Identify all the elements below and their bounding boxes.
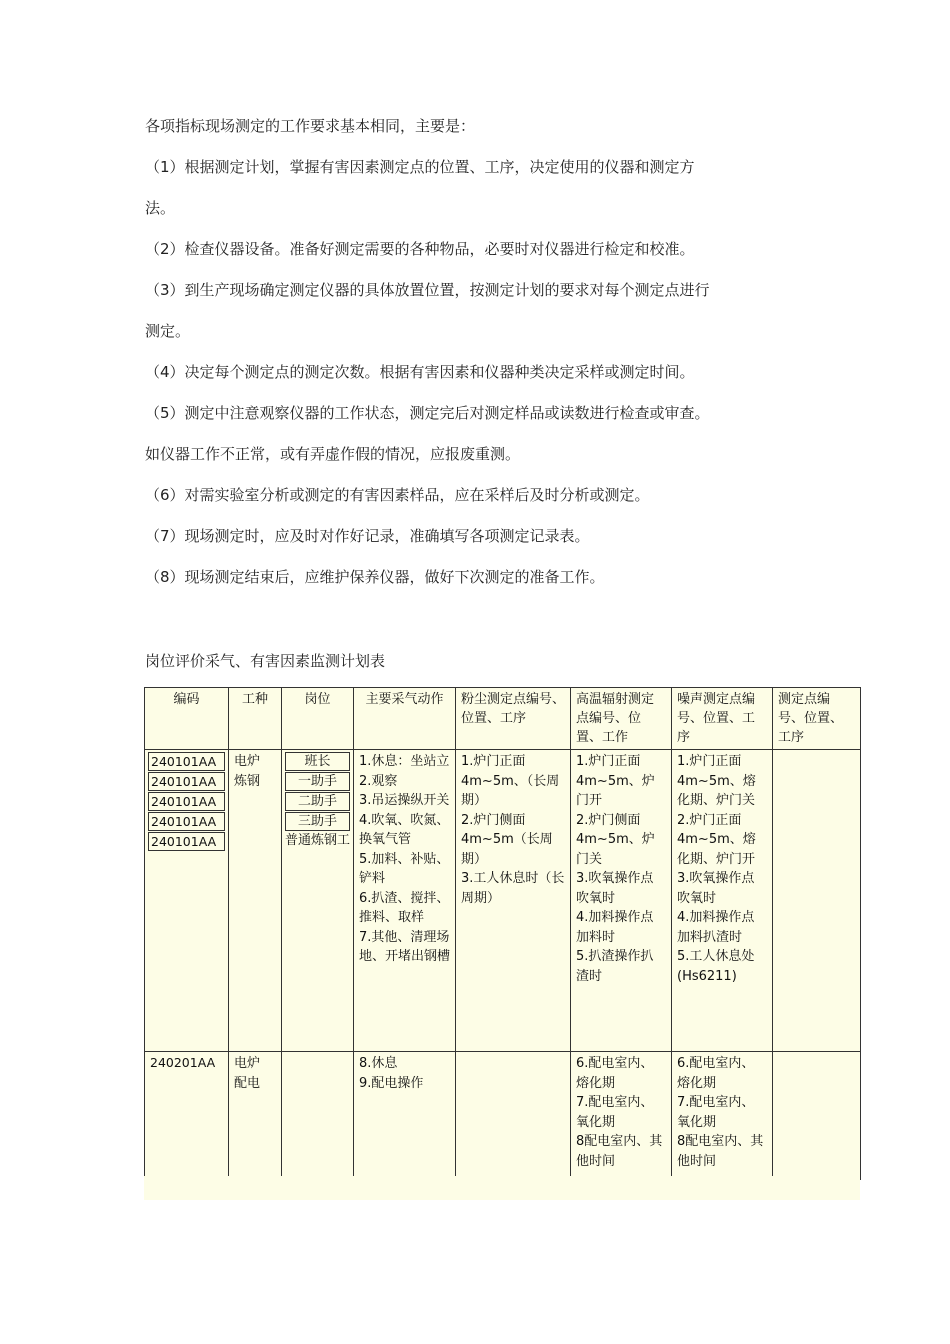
action-item: 9.配电操作 <box>359 1075 424 1091</box>
noise-cell <box>672 750 773 1052</box>
heat-point: 5.扒渣操作扒渣时 <box>576 949 654 984</box>
post-box: 二助手 <box>285 792 350 811</box>
noise-point: 4.加料操作点加料扒渣时 <box>677 910 755 945</box>
dust-point: 3.工人休息时（长周期） <box>461 871 565 906</box>
heat-point: 6.配电室内、熔化期 <box>576 1056 654 1091</box>
header-noise-points: 噪声测定点编号、位置、工序 <box>672 688 773 750</box>
heat-point: 8配电室内、其他时间 <box>576 1134 663 1169</box>
table-row <box>145 750 861 1052</box>
code-box: 240101AA <box>148 772 225 791</box>
step-3-line-1: （3）到生产现场确定测定仪器的具体放置位置，按测定计划的要求对每个测定点进行 <box>145 281 710 299</box>
step-1-line-2: 法。 <box>145 199 176 217</box>
step-8-line: （8）现场测定结束后，应维护保养仪器，做好下次测定的准备工作。 <box>145 568 605 586</box>
dust-cell <box>456 1052 571 1180</box>
dust-cell <box>456 750 571 1052</box>
action-item: 8.休息 <box>359 1056 398 1071</box>
header-dust-points: 粉尘测定点编号、位置、工序 <box>456 688 571 750</box>
heat-point: 7.配电室内、氧化期 <box>576 1095 654 1130</box>
trade-line: 配电 <box>234 1075 261 1091</box>
other-cell <box>773 1052 861 1180</box>
noise-point: 7.配电室内、氧化期 <box>677 1095 755 1130</box>
step-5-line-2: 如仪器工作不正常，或有弄虚作假的情况，应报废重测。 <box>145 445 521 463</box>
code-text: 240201AA <box>150 1055 216 1070</box>
header-heat-points: 高温辐射测定点编号、位置、工作 <box>571 688 672 750</box>
table-header-row <box>145 688 861 750</box>
header-other-points: 测定点编号、位置、工序 <box>773 688 861 750</box>
noise-point: 6.配电室内、熔化期 <box>677 1056 755 1091</box>
step-2-line: （2）检查仪器设备。准备好测定需要的各种物品，必要时对仪器进行检定和校准。 <box>145 240 695 258</box>
heat-point: 2.炉门侧面4m~5m、炉门关 <box>576 812 655 867</box>
step-4-line: （4）决定每个测定点的测定次数。根据有害因素和仪器种类决定采样或测定时间。 <box>145 363 695 381</box>
noise-point: 1.炉门正面4m~5m、熔化期、炉门关 <box>677 754 756 808</box>
heat-point: 1.炉门正面4m~5m、炉门开 <box>576 754 655 808</box>
heat-cell <box>571 1052 672 1180</box>
dust-point: 1.炉门正面4m~5m、（长周期） <box>461 754 560 808</box>
action-item: 5.加料、补贴、铲料 <box>359 851 450 886</box>
action-item: 1.休息：坐站立 <box>359 754 450 769</box>
table-caption: 岗位评价采气、有害因素监测计划表 <box>145 652 386 670</box>
heat-point: 3.吹氧操作点吹氧时 <box>576 871 654 906</box>
code-cell <box>145 750 229 1052</box>
code-box: 240101AA <box>148 832 225 851</box>
header-code: 编码 <box>145 688 229 750</box>
actions-cell <box>354 750 456 1052</box>
action-item: 3.吊运操纵开关 <box>359 793 450 808</box>
actions-cell <box>354 1052 456 1180</box>
post-cell <box>282 1052 354 1180</box>
header-post: 岗位 <box>282 688 354 750</box>
step-5-line-1: （5）测定中注意观察仪器的工作状态，测定完后对测定样品或读数进行检查或审查。 <box>145 404 710 422</box>
trade-line: 电炉 <box>234 1056 261 1071</box>
action-item: 4.吹氧、吹氮、换氧气管 <box>359 812 450 847</box>
action-item: 7.其他、清理场地、开堵出钢槽 <box>359 929 451 964</box>
header-trade: 工种 <box>229 688 282 750</box>
post-box: 一助手 <box>285 772 350 791</box>
step-7-line: （7）现场测定时，应及时对作好记录，准确填写各项测定记录表。 <box>145 527 590 545</box>
step-3-line-2: 测定。 <box>145 322 191 340</box>
step-6-line: （6）对需实验室分析或测定的有害因素样品，应在采样后及时分析或测定。 <box>145 486 650 504</box>
trade-line: 炼钢 <box>234 773 261 789</box>
other-cell <box>773 750 861 1052</box>
code-box: 240101AA <box>148 812 225 831</box>
post-box: 班长 <box>285 752 350 771</box>
post-box: 普通炼钢工 <box>285 833 351 848</box>
heat-point: 4.加料操作点加料时 <box>576 910 654 945</box>
table-row <box>145 1052 861 1180</box>
post-box: 三助手 <box>285 812 350 831</box>
trade-cell <box>229 750 282 1052</box>
table-footer-band <box>144 1176 860 1200</box>
action-item: 6.扒渣、搅拌、推料、取样 <box>359 890 450 925</box>
trade-line: 电炉 <box>234 754 261 769</box>
code-box: 240101AA <box>148 752 225 771</box>
noise-point: 2.炉门正面4m~5m、熔化期、炉门开 <box>677 812 756 867</box>
action-item: 2.观察 <box>359 773 398 789</box>
header-actions: 主要采气动作 <box>354 688 456 750</box>
trade-cell <box>229 1052 282 1180</box>
intro-line: 各项指标现场测定的工作要求基本相同，主要是： <box>145 117 476 135</box>
code-cell <box>145 1052 229 1180</box>
heat-cell <box>571 750 672 1052</box>
code-box: 240101AA <box>148 792 225 811</box>
noise-point: 8配电室内、其他时间 <box>677 1134 764 1169</box>
monitoring-plan-table <box>144 687 861 1180</box>
noise-point: 5.工人休息处(Hs6211) <box>677 949 755 984</box>
post-cell <box>282 750 354 1052</box>
dust-point: 2.炉门侧面4m~5m（长周期） <box>461 812 553 867</box>
noise-cell <box>672 1052 773 1180</box>
noise-point: 3.吹氧操作点吹氧时 <box>677 871 755 906</box>
step-1-line-1: （1）根据测定计划，掌握有害因素测定点的位置、工序，决定使用的仪器和测定方 <box>145 158 695 176</box>
